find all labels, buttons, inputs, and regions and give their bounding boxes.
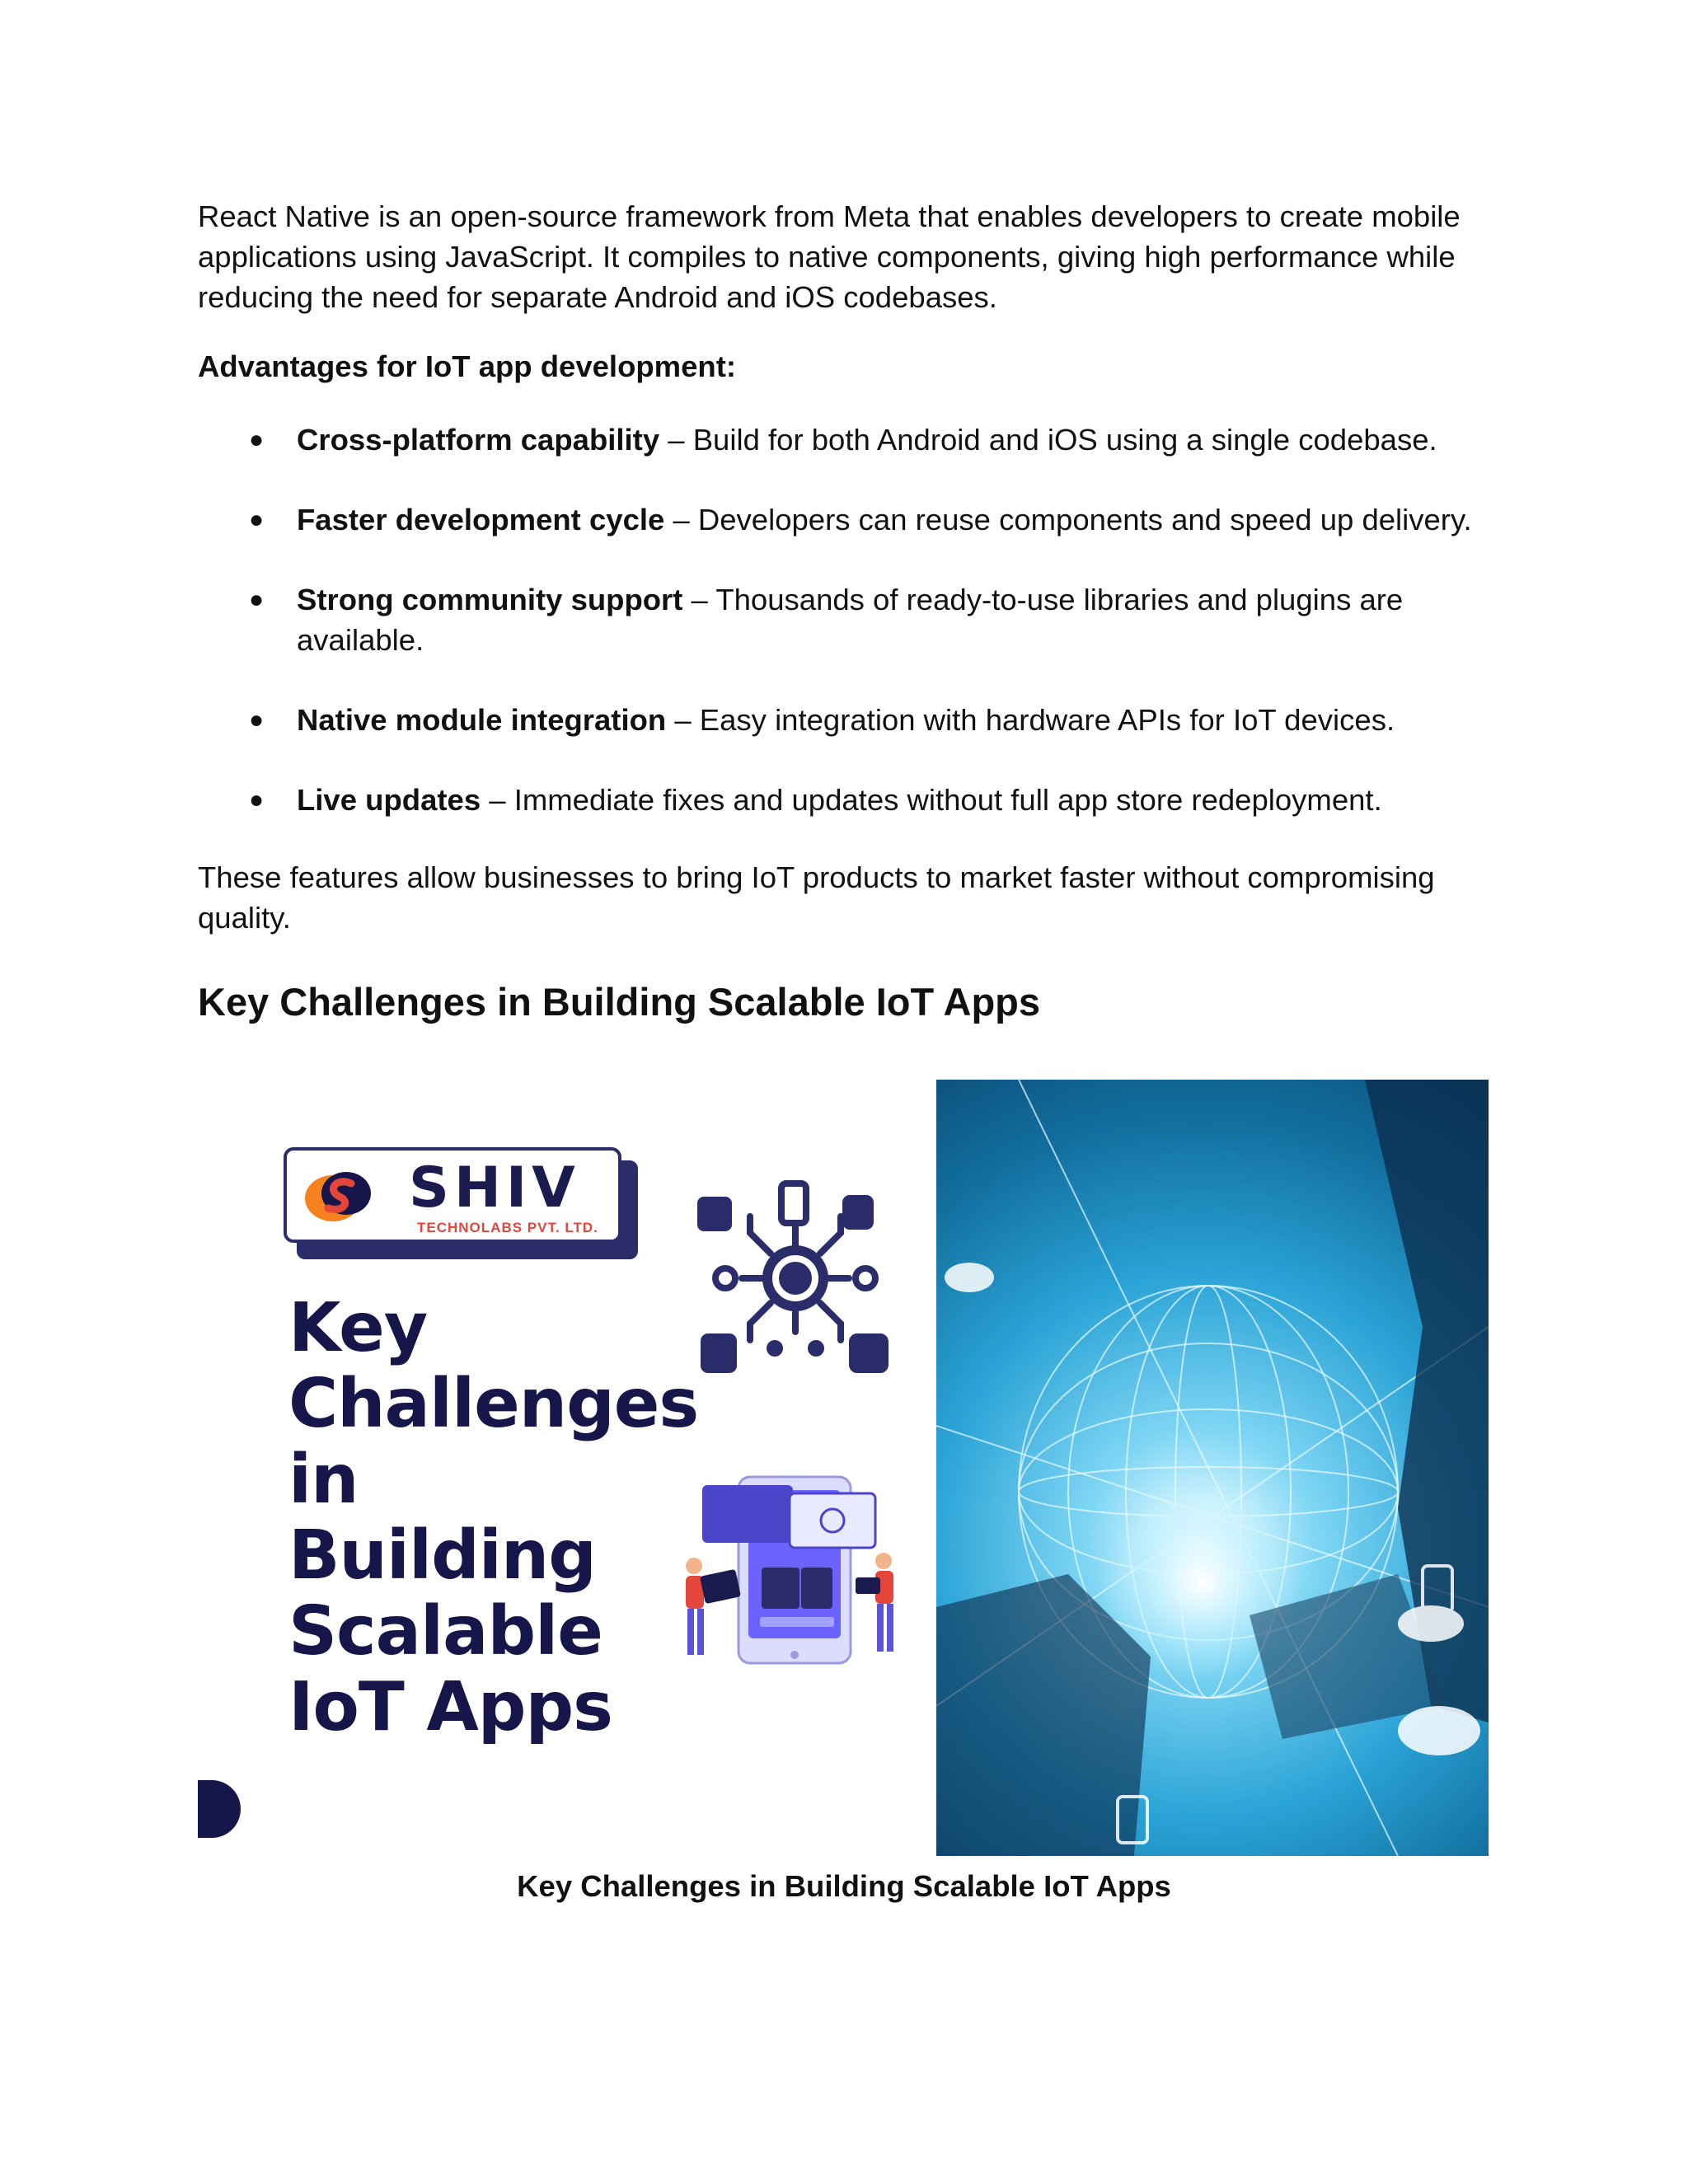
developers-illustration-icon — [669, 1460, 925, 1675]
list-item-term: Native module integration — [297, 703, 667, 737]
list-item-term: Strong community support — [297, 583, 683, 616]
bullet-icon: ● — [249, 506, 265, 533]
banner-panel — [198, 1080, 936, 1856]
iot-globe-photo — [936, 1080, 1489, 1856]
bullet-icon: ● — [249, 706, 265, 733]
logo-name: SHIV — [409, 1155, 580, 1221]
figure-image — [198, 1080, 1489, 1856]
logo-mark-icon — [303, 1165, 376, 1231]
bullet-icon: ● — [249, 426, 265, 453]
bullet-icon: ● — [249, 786, 265, 813]
company-logo — [284, 1147, 628, 1249]
globe-hologram-icon — [936, 1080, 1489, 1856]
list-item-term: Live updates — [297, 783, 481, 817]
figure-caption: Key Challenges in Building Scalable IoT Apps — [517, 1869, 1171, 1903]
list-item-desc: – Immediate fixes and updates without full app store redeployment. — [481, 783, 1382, 817]
list-item-desc: – Developers can reuse components and speed up delivery. — [664, 503, 1472, 537]
list-item-term: Cross-platform capability — [297, 423, 660, 457]
list-item-desc: – Thousands of ready-to-use libraries and plugins are available. — [297, 583, 1404, 657]
intro-paragraph: React Native is an open-source framework from Meta that enables developers to create mobile applications using JavaScript. It compiles to native components, giving high performance while reducing the need for separate Android and iOS codebases. — [198, 199, 1461, 314]
banner-title: Key Challenges in Building Scalable IoT Apps — [288, 1289, 699, 1746]
list-item-term: Faster development cycle — [297, 503, 665, 537]
decorative-semicircle — [198, 1780, 241, 1838]
list-item-desc: – Build for both Android and iOS using a single codebase. — [659, 423, 1437, 457]
bullet-icon: ● — [249, 586, 265, 613]
conclusion-paragraph: These features allow businesses to bring IoT products to market faster without compromising quality. — [198, 860, 1435, 935]
logo-subtitle: TECHNOLABS PVT. LTD. — [417, 1220, 598, 1235]
advantages-heading: Advantages for IoT app development: — [198, 349, 737, 383]
section-heading: Key Challenges in Building Scalable IoT Apps — [198, 980, 1040, 1024]
list-item-desc: – Easy integration with hardware APIs for IoT devices. — [666, 703, 1395, 737]
